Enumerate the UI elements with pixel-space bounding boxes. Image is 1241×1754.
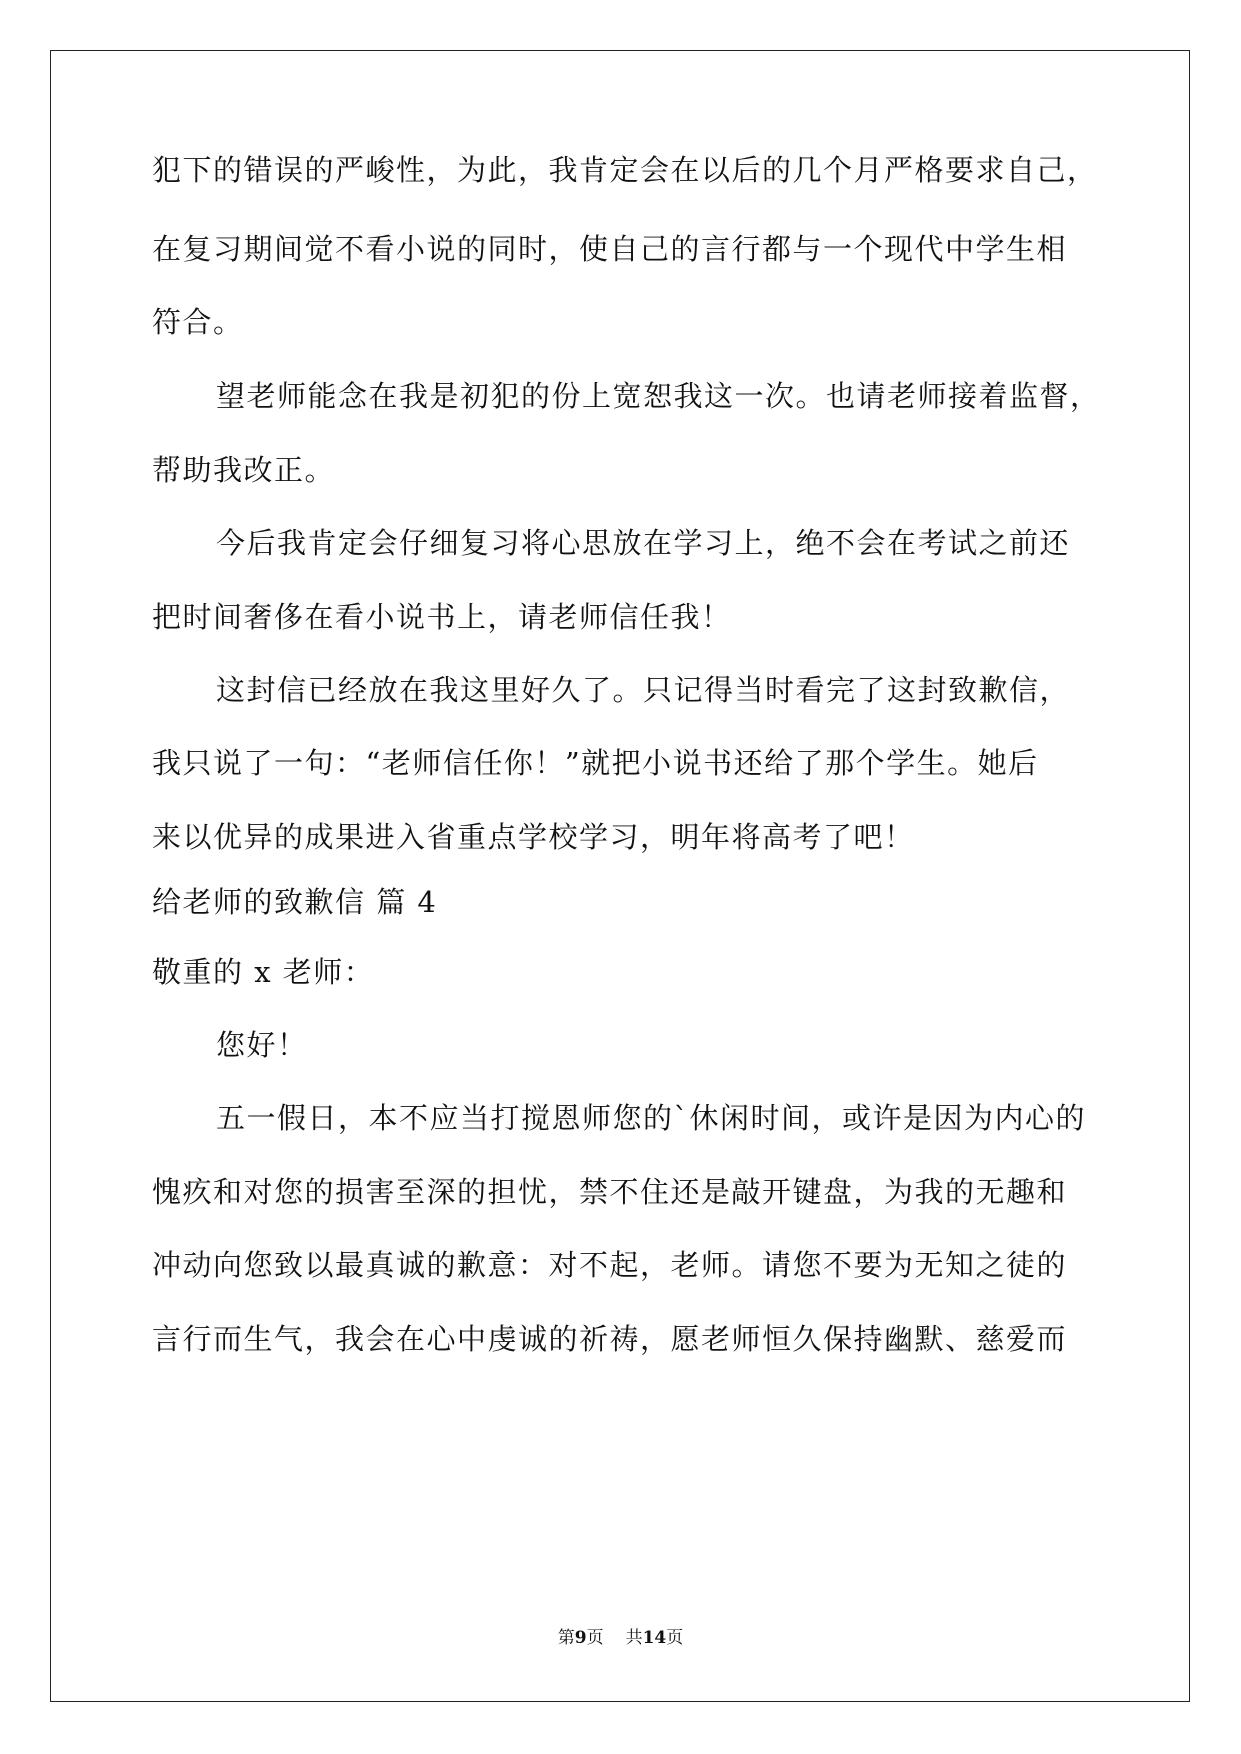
text-line: 望老师能念在我是初犯的份上宽恕我这一次。也请老师接着监督， <box>216 379 1101 413</box>
section-heading: 给老师的致歉信 篇 4 <box>152 885 438 919</box>
page-footer <box>0 1626 1241 1650</box>
total-suffix: 页 <box>666 1628 684 1648</box>
text-line: 来以优异的成果进入省重点学校学习，明年将高考了吧！ <box>152 820 915 854</box>
text-line: 这封信已经放在我这里好久了。只记得当时看完了这封致歉信， <box>216 673 1071 707</box>
text-line: 愧疚和对您的损害至深的担忧，禁不住还是敲开键盘，为我的无趣和 <box>152 1175 1068 1209</box>
text-line: 符合。 <box>152 305 244 339</box>
text-line: 五一假日，本不应当打搅恩师您的`休闲时间，或许是因为内心的 <box>216 1101 1087 1135</box>
text-line: 冲动向您致以最真诚的歉意：对不起，老师。请您不要为无知之徒的 <box>152 1248 1068 1282</box>
total-prefix: 共 <box>625 1628 643 1648</box>
page-number: 9 <box>574 1628 587 1648</box>
greeting: 您好！ <box>216 1028 308 1062</box>
footer-prefix: 第 <box>557 1628 575 1648</box>
page-border <box>50 50 1190 1702</box>
text-line: 把时间奢侈在看小说书上，请老师信任我！ <box>152 600 732 634</box>
text-line: 在复习期间觉不看小说的同时，使自己的言行都与一个现代中学生相 <box>152 232 1068 266</box>
text-line: 言行而生气，我会在心中虔诚的祈祷，愿老师恒久保持幽默、慈爱而 <box>152 1322 1068 1356</box>
text-line: 犯下的错误的严峻性，为此，我肯定会在以后的几个月严格要求自己， <box>152 153 1098 187</box>
text-line: 今后我肯定会仔细复习将心思放在学习上，绝不会在考试之前还 <box>216 526 1071 560</box>
text-line: 帮助我改正。 <box>152 453 336 487</box>
page-suffix: 页 <box>586 1628 604 1648</box>
salutation: 敬重的 x 老师： <box>152 955 375 989</box>
text-line: 我只说了一句：“老师信任你！”就把小说书还给了那个学生。她后 <box>152 746 1039 780</box>
total-pages: 14 <box>642 1628 667 1648</box>
